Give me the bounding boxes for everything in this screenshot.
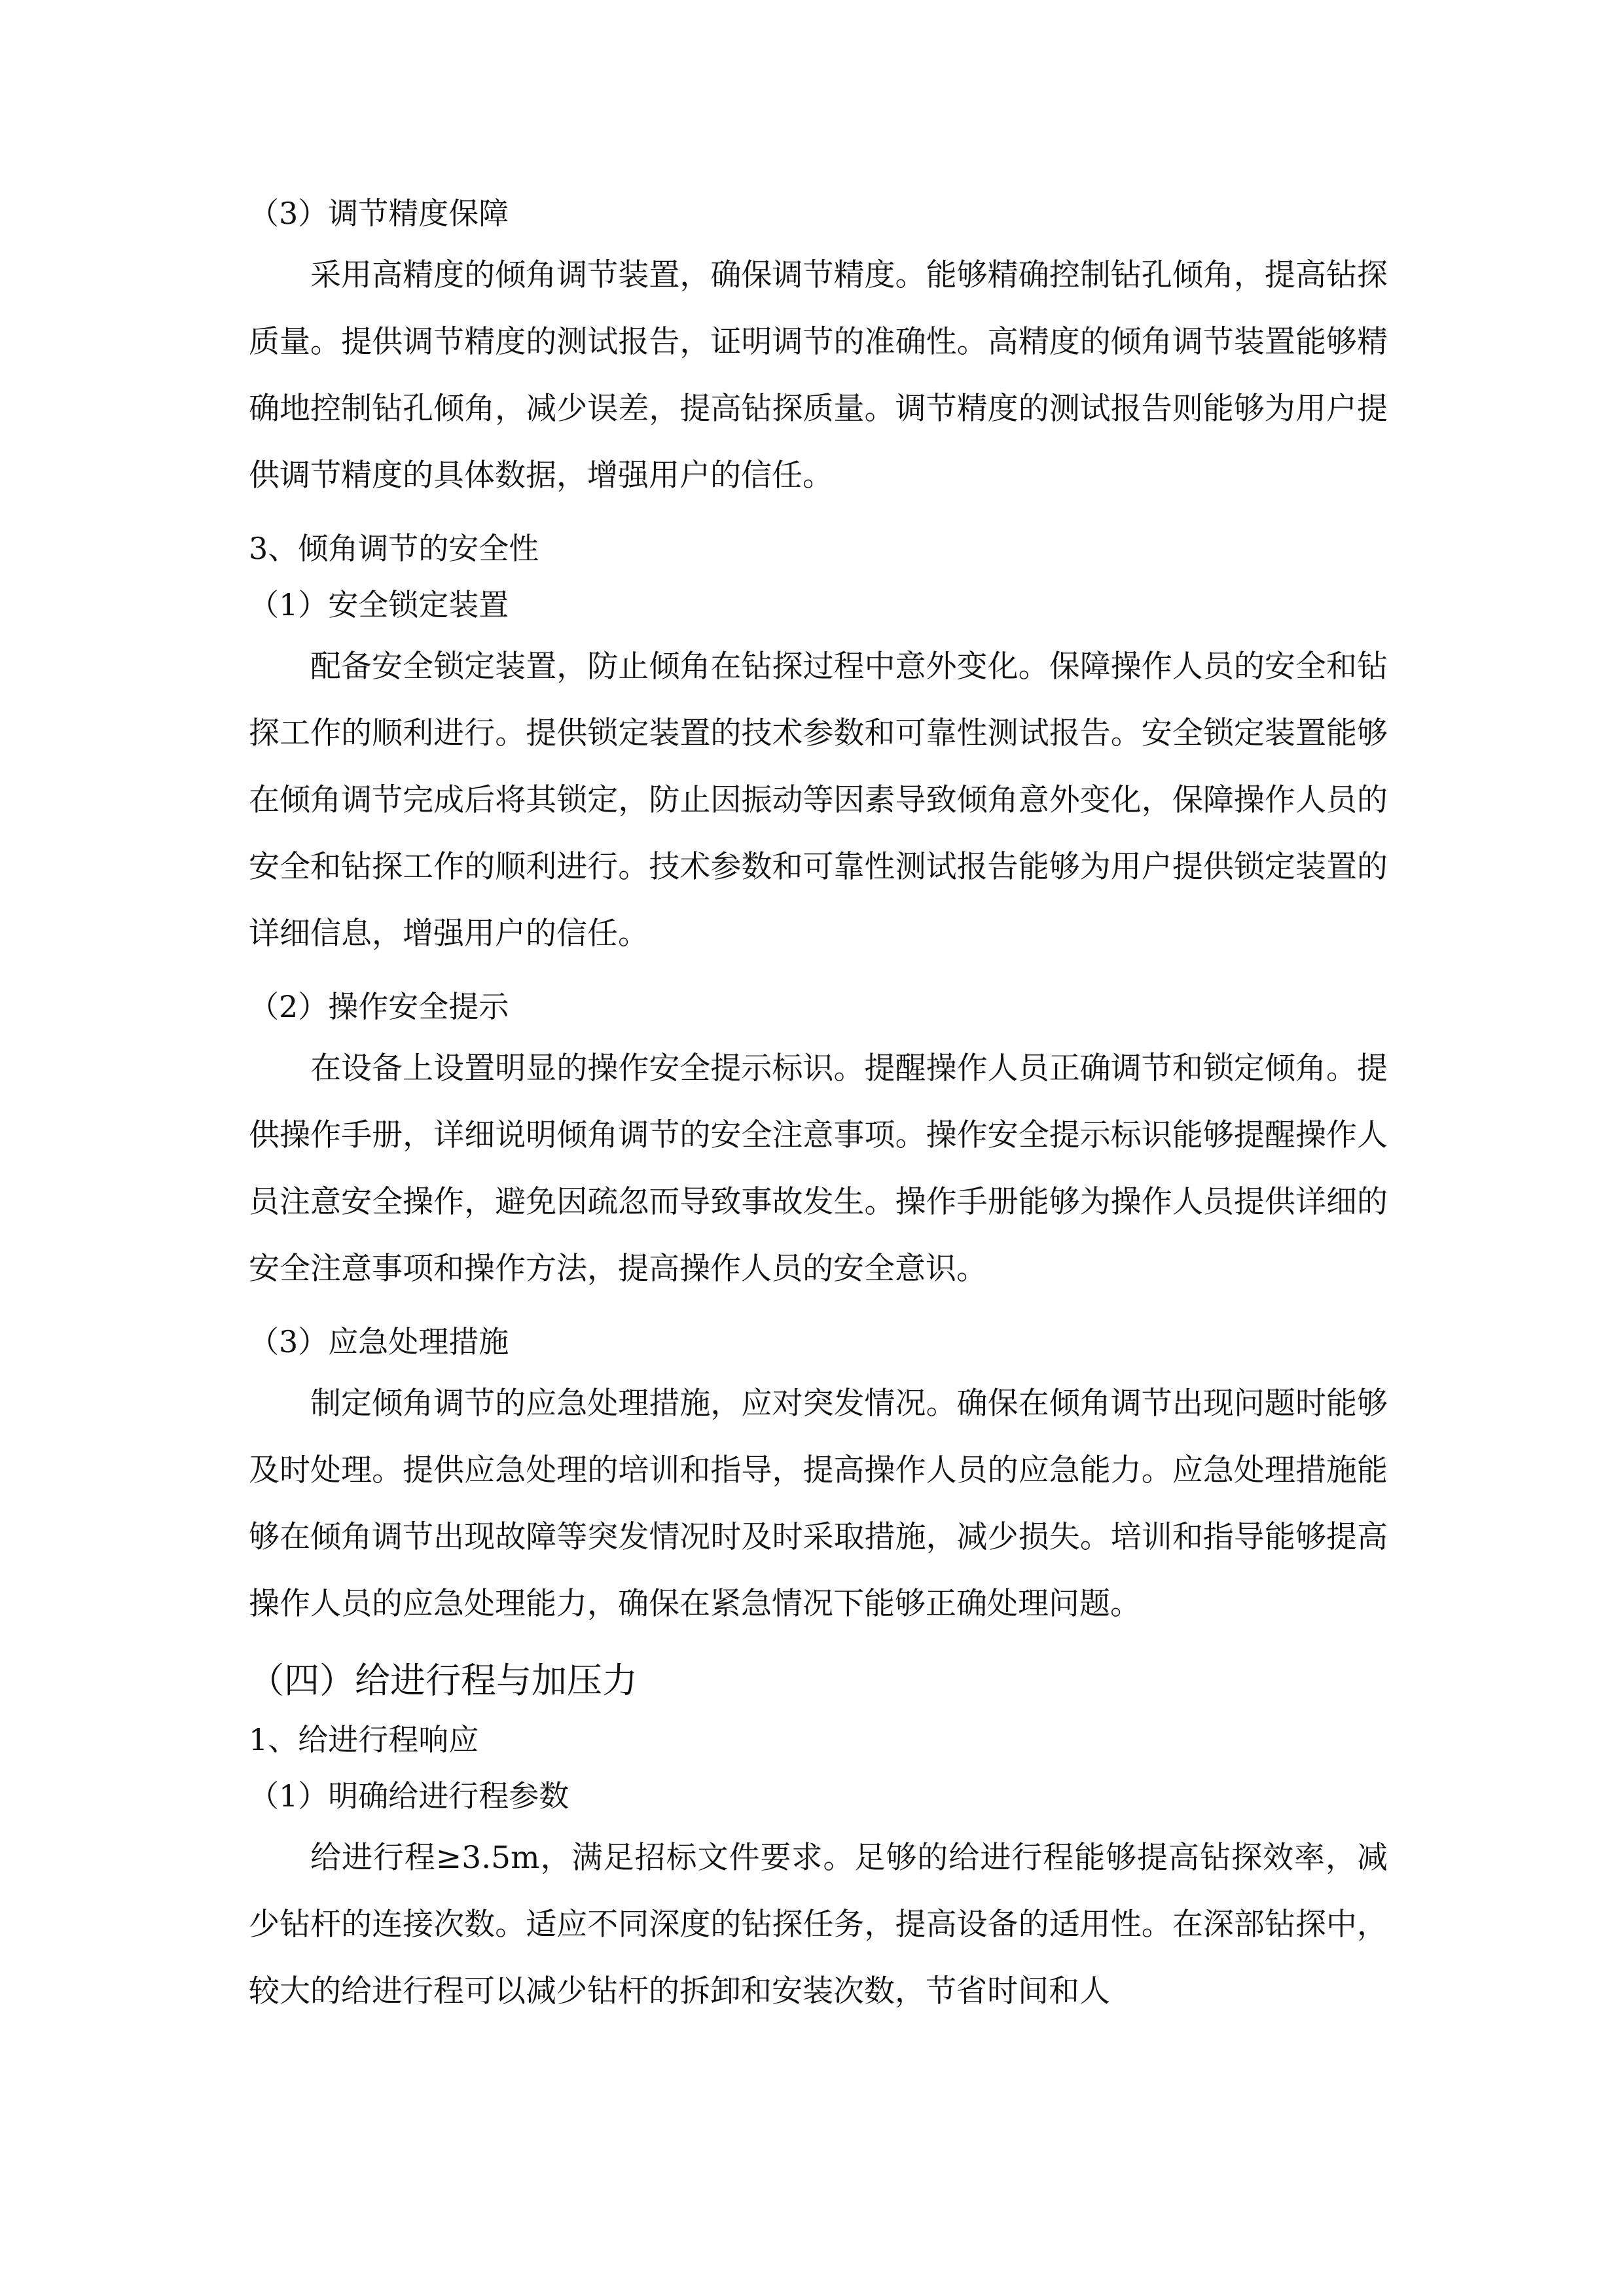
paragraph-safety-lock: 配备安全锁定装置，防止倾角在钻探过程中意外变化。保障操作人员的安全和钻探工作的顺利进行。提供锁定装置的技术参数和可靠性测试报告。安全锁定装置能够在倾角调节完成后将其锁定，防止因振动等因素导致倾角意外变化，保障操作人员的安全和钻探工作的顺利进行。技术参数和可靠性测试报告能够为用户提供锁定装置的详细信息，增强用户的信任。 (249, 649, 1388, 952)
section-heading-feed-response: 1、给进行程响应 (249, 1722, 479, 1757)
subheading-safety-lock: （1）安全锁定装置 (249, 587, 509, 622)
paragraph-operation-safety: 在设备上设置明显的操作安全提示标识。提醒操作人员正确调节和锁定倾角。提供操作手册，详细说明倾角调节的安全注意事项。操作安全提示标识能够提醒操作人员注意安全操作，避免因疏忽而导致事故发生。操作手册能够为操作人员提供详细的安全注意事项和操作方法，提高操作人员的安全意识。 (249, 1050, 1388, 1287)
document-page (249, 190, 1388, 2041)
paragraph-feed-params: 给进行程≥3.5m，满足招标文件要求。足够的给进行程能够提高钻探效率，减少钻杆的连接次数。适应不同深度的钻探任务，提高设备的适用性。在深部钻探中，较大的给进行程可以减少钻杆的拆卸和安装次数，节省时间和人 (249, 1840, 1388, 2009)
paragraph-adjust-precision: 采用高精度的倾角调节装置，确保调节精度。能够精确控制钻孔倾角，提高钻探质量。提供调节精度的测试报告，证明调节的准确性。高精度的倾角调节装置能够精确地控制钻孔倾角，减少误差，提高钻探质量。调节精度的测试报告则能够为用户提供调节精度的具体数据，增强用户的信任。 (249, 257, 1388, 493)
paragraph-emergency-measures: 制定倾角调节的应急处理措施，应对突发情况。确保在倾角调节出现问题时能够及时处理。提供应急处理的培训和指导，提高操作人员的应急能力。应急处理措施能够在倾角调节出现故障等突发情况时及时采取措施，减少损失。培训和指导能够提高操作人员的应急处理能力，确保在紧急情况下能够正确处理问题。 (249, 1386, 1388, 1622)
section-heading-tilt-safety: 3、倾角调节的安全性 (249, 531, 539, 566)
subheading-operation-safety: （2）操作安全提示 (249, 989, 509, 1024)
subheading-emergency-measures: （3）应急处理措施 (249, 1324, 509, 1359)
chapter-heading-feed-stroke: （四）给进行程与加压力 (249, 1660, 638, 1701)
subheading-feed-params: （1）明确给进行程参数 (249, 1778, 569, 1814)
subheading-adjust-precision: （3）调节精度保障 (249, 196, 509, 231)
